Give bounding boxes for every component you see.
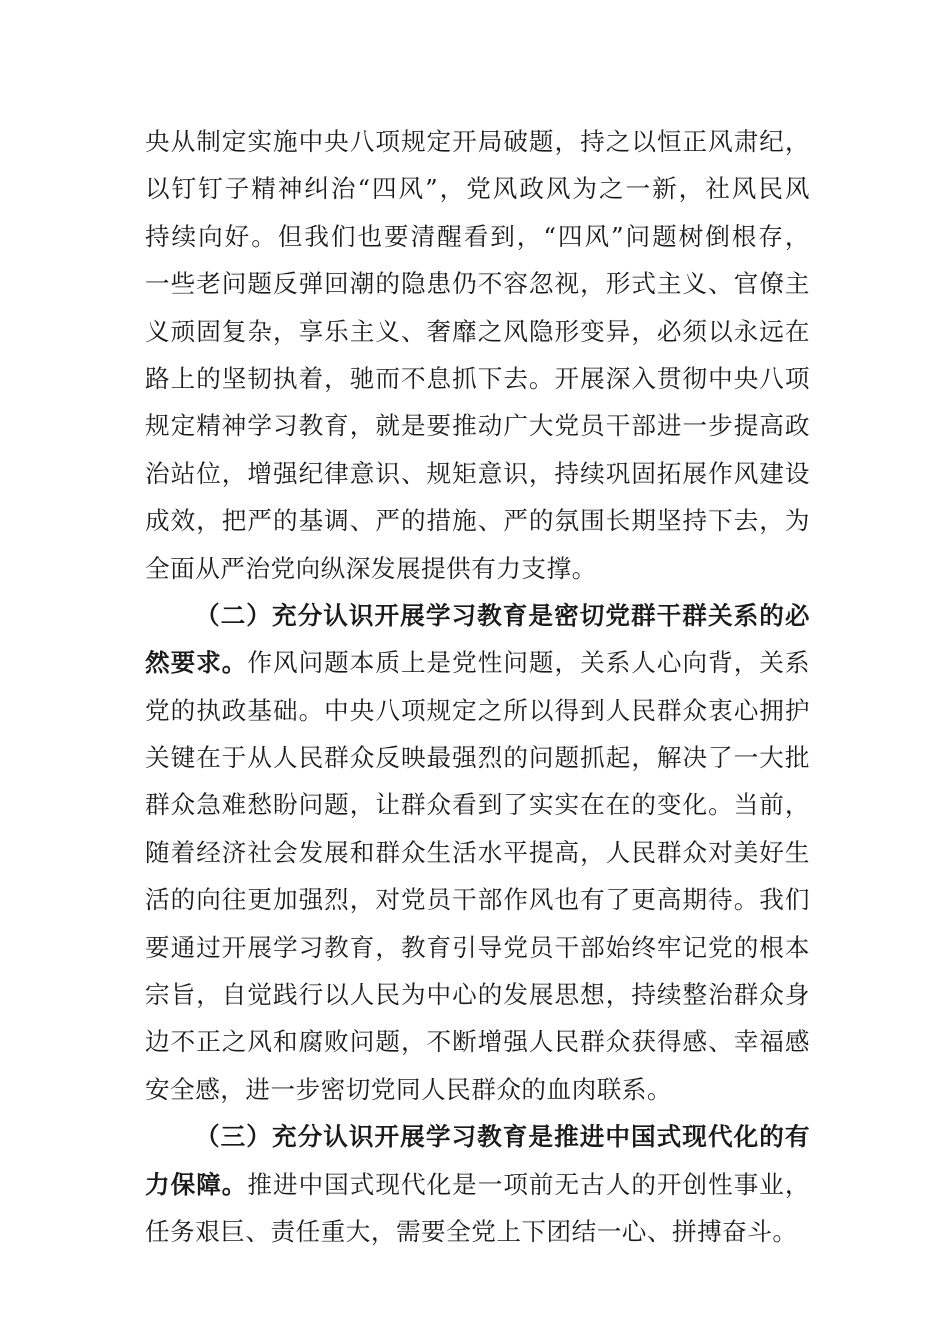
paragraph-p2-line (145, 592, 810, 639)
paragraph-p1-line (145, 450, 810, 497)
body-text-run: 任务艰巨、责任重大，需要全党上下团结一心、拼搏奋斗。 (145, 1216, 798, 1246)
paragraph-p2-line (145, 639, 810, 686)
body-text-run: 作风问题本质上是党性问题，关系人心向背，关系 (247, 648, 810, 678)
body-text-run: 全面从严治党向纵深发展提供有力支撑。 (145, 553, 597, 583)
heading-text: （二）充分认识开展学习教育是密切党群干群关系的必 (195, 600, 810, 630)
body-text-run: 活的向往更加强烈，对党员干部作风也有了更高期待。我们 (145, 885, 810, 915)
body-text-run: 关键在于从人民群众反映最强烈的问题抓起，解决了一大批 (145, 743, 810, 773)
paragraph-p3-line (145, 1113, 810, 1160)
body-text-run: 推进中国式现代化是一项前无古人的开创性事业， (247, 1169, 810, 1199)
body-text-run: 成效，把严的基调、严的措施、严的氛围长期坚持下去，为 (145, 506, 810, 536)
paragraph-p2-line (145, 687, 810, 734)
heading-text: 然要求。 (145, 648, 248, 678)
body-text-run: 一些老问题反弹回潮的隐患仍不容忽视，形式主义、官僚主 (145, 269, 810, 299)
paragraph-p1-line (145, 213, 810, 260)
body-text-run: 随着经济社会发展和群众生活水平提高，人民群众对美好生 (145, 837, 810, 867)
body-text-run: 安全感，进一步密切党同人民群众的血肉联系。 (145, 1074, 672, 1104)
body-text-run: 党的执政基础。中央八项规定之所以得到人民群众衷心拥护 (145, 695, 810, 725)
paragraph-p1-line (145, 118, 810, 165)
body-text-run: 持续向好。但我们也要清醒看到，“四风”问题树倒根存， (145, 221, 810, 251)
paragraph-p1-line (145, 545, 810, 592)
paragraph-p1-line (145, 308, 810, 355)
paragraph-p2-line (145, 1018, 810, 1065)
heading-text: （三）充分认识开展学习教育是推进中国式现代化的有 (195, 1122, 810, 1152)
body-text-run: 宗旨，自觉践行以人民为中心的发展思想，持续整治群众身 (145, 980, 810, 1010)
paragraph-p3-line (145, 1208, 810, 1255)
body-text-run: 规定精神学习教育，就是要推动广大党员干部进一步提高政 (145, 411, 810, 441)
body-text-run: 治站位，增强纪律意识、规矩意识，持续巩固拓展作风建设 (145, 458, 810, 488)
body-text-run: 边不正之风和腐败问题，不断增强人民群众获得感、幸福感 (145, 1027, 810, 1057)
body-text-run: 路上的坚韧执着，驰而不息抓下去。开展深入贯彻中央八项 (145, 363, 810, 393)
paragraph-p2-line (145, 924, 810, 971)
paragraph-p1-line (145, 497, 810, 544)
paragraph-p1-line (145, 402, 810, 449)
paragraph-p2-line (145, 971, 810, 1018)
paragraph-p3-line (145, 1161, 810, 1208)
paragraph-p2-line (145, 1066, 810, 1113)
paragraph-p2-line (145, 829, 810, 876)
body-text-run: 以钉钉子精神纠治“四风”，党风政风为之一新，社风民风 (145, 174, 810, 204)
paragraph-p1-line (145, 260, 810, 307)
paragraph-p2-line (145, 876, 810, 923)
paragraph-p2-line (145, 781, 810, 828)
paragraph-p2-line (145, 734, 810, 781)
body-text-run: 央从制定实施中央八项规定开局破题，持之以恒正风肃纪， (145, 127, 810, 156)
body-text-run: 群众急难愁盼问题，让群众看到了实实在在的变化。当前， (145, 790, 810, 820)
body-text (145, 118, 810, 1255)
body-text-run: 义顽固复杂，享乐主义、奢靡之风隐形变异，必须以永远在 (145, 316, 810, 346)
body-text-run: 要通过开展学习教育，教育引导党员干部始终牢记党的根本 (145, 932, 810, 962)
paragraph-p1-line (145, 165, 810, 212)
paragraph-p1-line (145, 355, 810, 402)
heading-text: 力保障。 (145, 1169, 248, 1199)
